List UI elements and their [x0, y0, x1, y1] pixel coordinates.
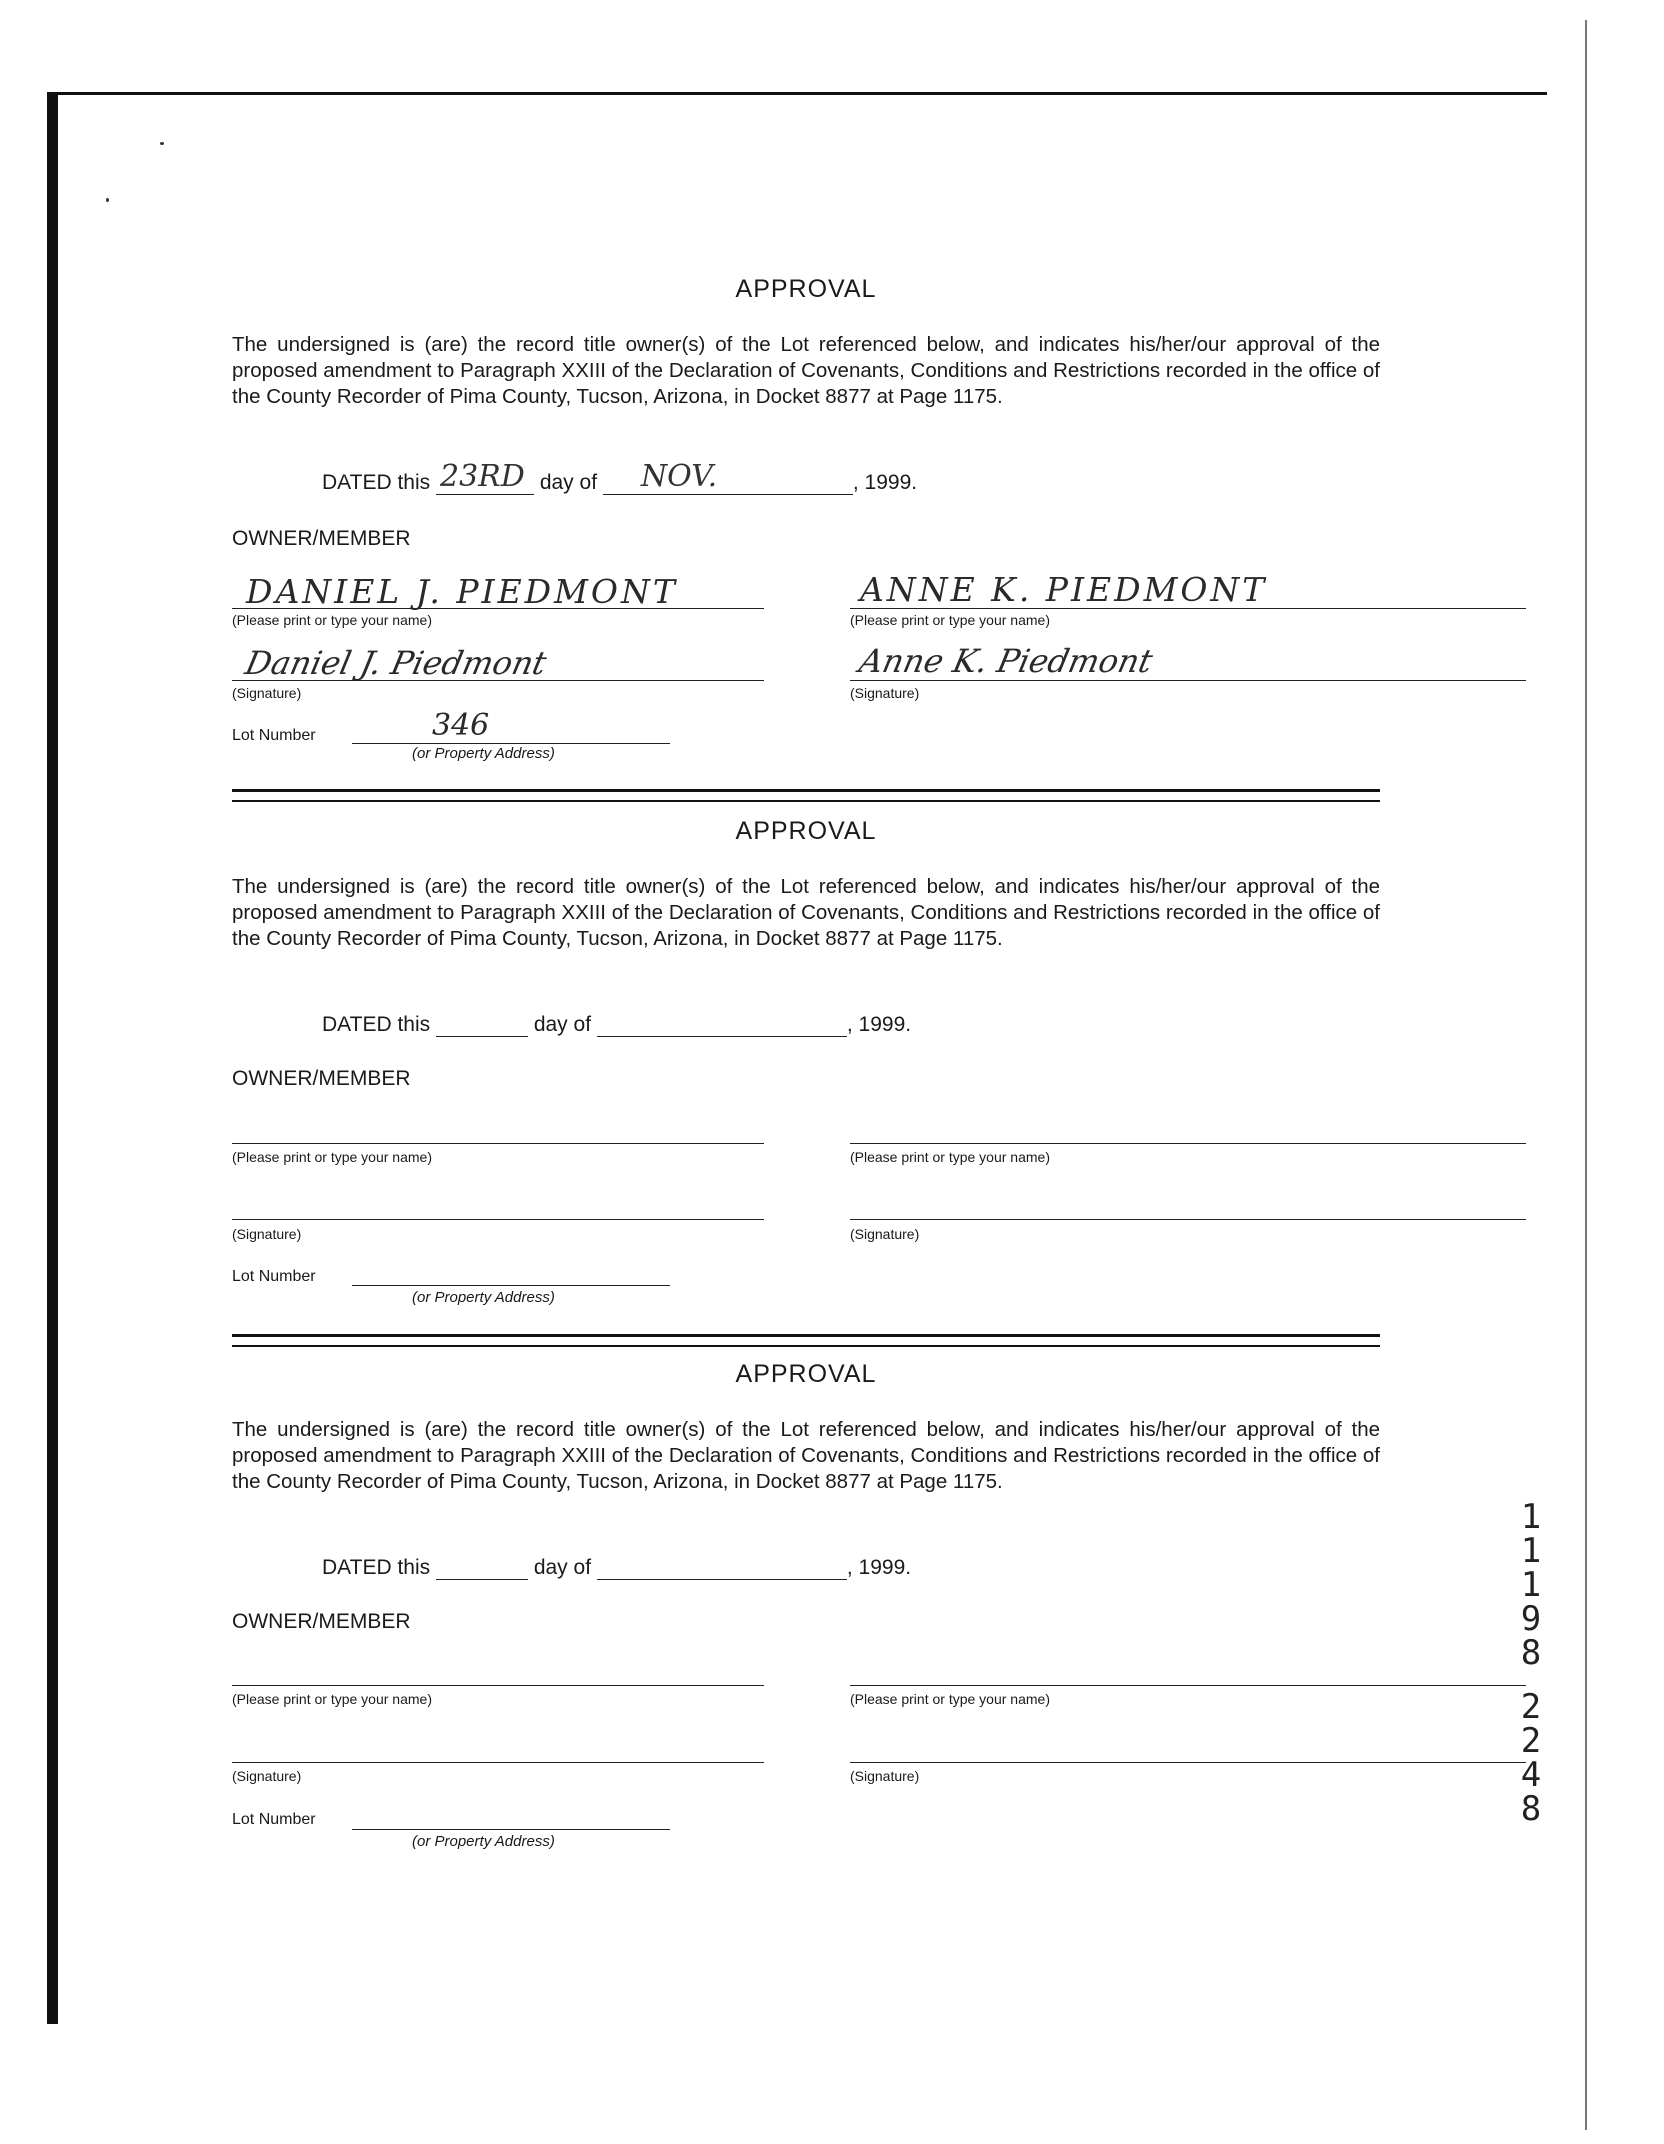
right-owner-name: ANNE K. PIEDMONT: [860, 570, 1268, 609]
left-name-field[interactable]: [232, 1143, 764, 1144]
left-name-field[interactable]: [232, 1685, 764, 1686]
month-field[interactable]: [597, 1012, 847, 1037]
dated-prefix: DATED this: [322, 1556, 431, 1579]
dated-prefix: DATED this: [322, 471, 431, 494]
section-divider: [232, 789, 1380, 802]
scan-top-border: [47, 92, 1547, 95]
dated-line: [322, 1555, 911, 1580]
approval-paragraph: The undersigned is (are) the record title owner(s) of the Lot referenced below, and indicates his/her/our approval of the proposed amendment to Paragraph XXIII of the Declaration of Covenants, Conditions and Restrictions recorded in the office of the County Recorder of Pima County, Tucson, Arizona, in Docket 8877 at Page 1175.: [232, 1418, 1380, 1493]
left-signature-caption: (Signature): [232, 1768, 302, 1784]
section-title: APPROVAL: [735, 1360, 877, 1388]
right-name-field[interactable]: [850, 1143, 1526, 1144]
right-signature: Anne K. Piedmont: [855, 642, 1156, 680]
lot-caption: (or Property Address): [412, 1833, 555, 1850]
dated-line: [322, 1012, 911, 1037]
stamp-digit: 8: [1520, 1789, 1542, 1829]
stamp-digit: 9: [1520, 1599, 1542, 1639]
left-owner-name: DANIEL J. PIEDMONT: [246, 572, 678, 611]
month-field[interactable]: [603, 459, 853, 495]
left-name-caption: (Please print or type your name): [232, 612, 432, 628]
scan-left-border: [47, 92, 58, 2024]
left-name-field[interactable]: [232, 608, 764, 609]
approval-paragraph: The undersigned is (are) the record title owner(s) of the Lot referenced below, and indicates his/her/our approval of the proposed amendment to Paragraph XXIII of the Declaration of Covenants, Conditions and Restrictions recorded in the office of the County Recorder of Pima County, Tucson, Arizona, in Docket 8877 at Page 1175.: [232, 333, 1380, 408]
stamp-digit: 1: [1520, 1497, 1542, 1537]
left-signature-caption: (Signature): [232, 1226, 302, 1242]
section-title: APPROVAL: [735, 817, 877, 845]
stamp-digit: 1: [1520, 1565, 1542, 1605]
day-of-label: day of: [539, 471, 598, 494]
scan-right-edge: [1585, 20, 1587, 2130]
lot-number-label: Lot Number: [232, 1268, 316, 1285]
stamp-digit: 8: [1520, 1633, 1542, 1673]
dated-prefix: DATED this: [322, 1013, 431, 1036]
left-signature-field[interactable]: [232, 1762, 764, 1763]
lot-number-value: 346: [432, 708, 490, 743]
right-name-field[interactable]: [850, 608, 1526, 609]
scan-speck: [160, 142, 164, 145]
lot-caption: (or Property Address): [412, 1289, 555, 1306]
month-value: NOV.: [640, 459, 718, 494]
stamp-digit: 4: [1520, 1755, 1542, 1795]
day-value: 23RD: [439, 459, 525, 494]
section-title: APPROVAL: [735, 275, 877, 303]
stamp-digit: 2: [1520, 1721, 1542, 1761]
right-signature-caption: (Signature): [850, 1768, 920, 1784]
right-signature-field[interactable]: [850, 680, 1526, 681]
day-field[interactable]: [436, 1012, 528, 1037]
lot-number-field[interactable]: [352, 1829, 670, 1830]
right-name-caption: (Please print or type your name): [850, 612, 1050, 628]
lot-caption: (or Property Address): [412, 745, 555, 762]
right-signature-field[interactable]: [850, 1219, 1526, 1220]
lot-number-label: Lot Number: [232, 727, 316, 744]
day-field[interactable]: [436, 1555, 528, 1580]
recording-stamp: [1516, 1497, 1546, 1829]
stamp-digit: 2: [1520, 1687, 1542, 1727]
right-name-caption: (Please print or type your name): [850, 1149, 1050, 1165]
year-label: , 1999.: [846, 1013, 912, 1036]
right-name-field[interactable]: [850, 1685, 1526, 1686]
left-signature-field[interactable]: [232, 1219, 764, 1220]
right-signature-field[interactable]: [850, 1762, 1526, 1763]
section-divider: [232, 1334, 1380, 1347]
day-of-label: day of: [533, 1013, 592, 1036]
day-of-label: day of: [533, 1556, 592, 1579]
month-field[interactable]: [597, 1555, 847, 1580]
lot-number-label: Lot Number: [232, 1811, 316, 1828]
lot-number-field[interactable]: [352, 1285, 670, 1286]
stamp-digit: 1: [1520, 1531, 1542, 1571]
scan-speck: [106, 198, 109, 202]
lot-number-field[interactable]: [352, 743, 670, 744]
right-name-caption: (Please print or type your name): [850, 1691, 1050, 1707]
dated-line: [322, 459, 918, 495]
owner-member-label: OWNER/MEMBER: [232, 1610, 411, 1633]
left-name-caption: (Please print or type your name): [232, 1149, 432, 1165]
year-label: , 1999.: [852, 471, 918, 494]
left-signature: Daniel J. Piedmont: [241, 644, 550, 682]
left-signature-caption: (Signature): [232, 685, 302, 701]
right-signature-caption: (Signature): [850, 1226, 920, 1242]
approval-paragraph: The undersigned is (are) the record title owner(s) of the Lot referenced below, and indicates his/her/our approval of the proposed amendment to Paragraph XXIII of the Declaration of Covenants, Conditions and Restrictions recorded in the office of the County Recorder of Pima County, Tucson, Arizona, in Docket 8877 at Page 1175.: [232, 875, 1380, 950]
left-signature-field[interactable]: [232, 680, 764, 681]
year-label: , 1999.: [846, 1556, 912, 1579]
day-field[interactable]: [436, 459, 534, 495]
owner-member-label: OWNER/MEMBER: [232, 1067, 411, 1090]
left-name-caption: (Please print or type your name): [232, 1691, 432, 1707]
right-signature-caption: (Signature): [850, 685, 920, 701]
owner-member-label: OWNER/MEMBER: [232, 527, 411, 550]
